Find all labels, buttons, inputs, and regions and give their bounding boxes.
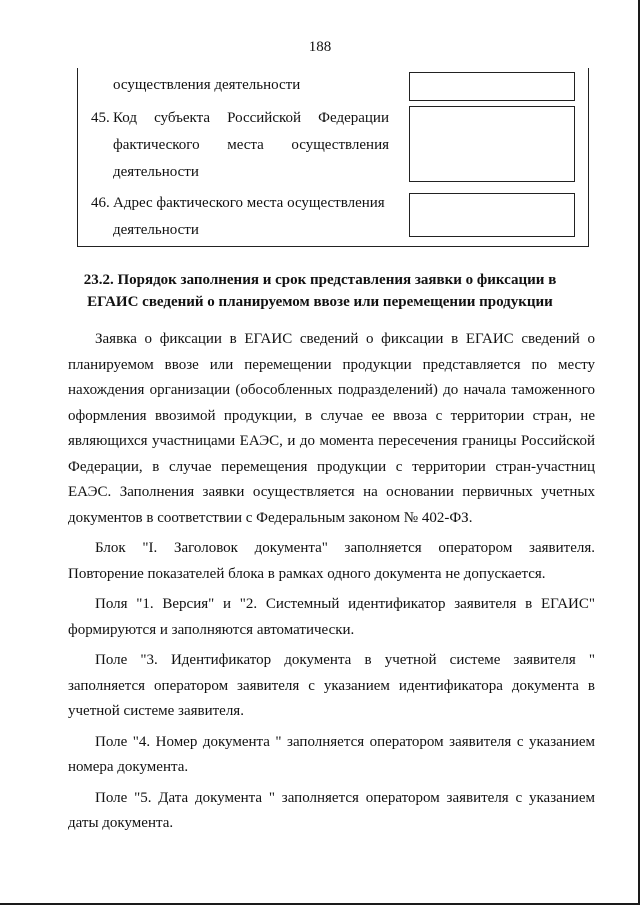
row-label-line: деятельности [113, 222, 199, 238]
row-label [91, 190, 389, 244]
value-cell [409, 72, 575, 101]
paragraph: Поле "3. Идентификатор документа в учетной системе заявителя " заполняется оператором заявителя с указанием идентификатора документа в учетной системе заявителя. [68, 652, 595, 719]
paragraph: Поля "1. Версия" и "2. Системный идентификатор заявителя в ЕГАИС" формируются и заполняются автоматически. [68, 596, 595, 638]
body-text [68, 327, 595, 837]
value-cell [409, 193, 575, 237]
page-number: 188 [308, 39, 332, 55]
paragraph: Поле "4. Номер документа " заполняется оператором заявителя с указанием номера документа. [68, 733, 595, 775]
paragraph: Поле "5. Дата документа " заполняется оператором заявителя с указанием даты документа. [68, 789, 595, 831]
paragraph: Заявка о фиксации в ЕГАИС сведений о фиксации в ЕГАИС сведений о планируемом ввозе или перемещении продукции представляется по месту нахождения организации (обособленных подразделений) до начала таможенного оформления ввозимой продукции, в случае ее ввоза с территории стран, не являющихся участницами ЕАЭС, и до момента пересечения границы Российской Федерации, в случае перемещения продукции с территории стран-участниц ЕАЭС. Заполнения заявки осуществляется на основании первичных учетных документов в соответствии с Федеральным законом № 402-ФЗ. [68, 331, 595, 526]
value-cell [409, 106, 575, 182]
section-title-line: ЕГАИС сведений о планируемом ввозе или перемещении продукции [87, 294, 553, 310]
paragraph: Блок "I. Заголовок документа" заполняется оператором заявителя. Повторение показателей блока в рамках одного документа не допускается. [68, 540, 595, 582]
section-title-line: 23.2. Порядок заполнения и срок представления заявки о фиксации в [83, 272, 557, 288]
table-row [78, 68, 588, 103]
table-row [78, 103, 588, 190]
row-label-line: осуществления деятельности [113, 77, 301, 93]
row-label-line: Код субъекта Российской Федерации [113, 110, 389, 126]
row-label-line: Адрес фактического места осуществления [113, 195, 385, 211]
fields-table [77, 68, 589, 247]
row-number: 45. [91, 110, 110, 126]
table-row [78, 190, 588, 246]
row-label-line: фактического места осуществления [113, 137, 389, 153]
row-label [91, 105, 389, 186]
section-title [70, 269, 570, 313]
row-label-line: деятельности [113, 164, 199, 180]
row-number: 46. [91, 195, 110, 211]
